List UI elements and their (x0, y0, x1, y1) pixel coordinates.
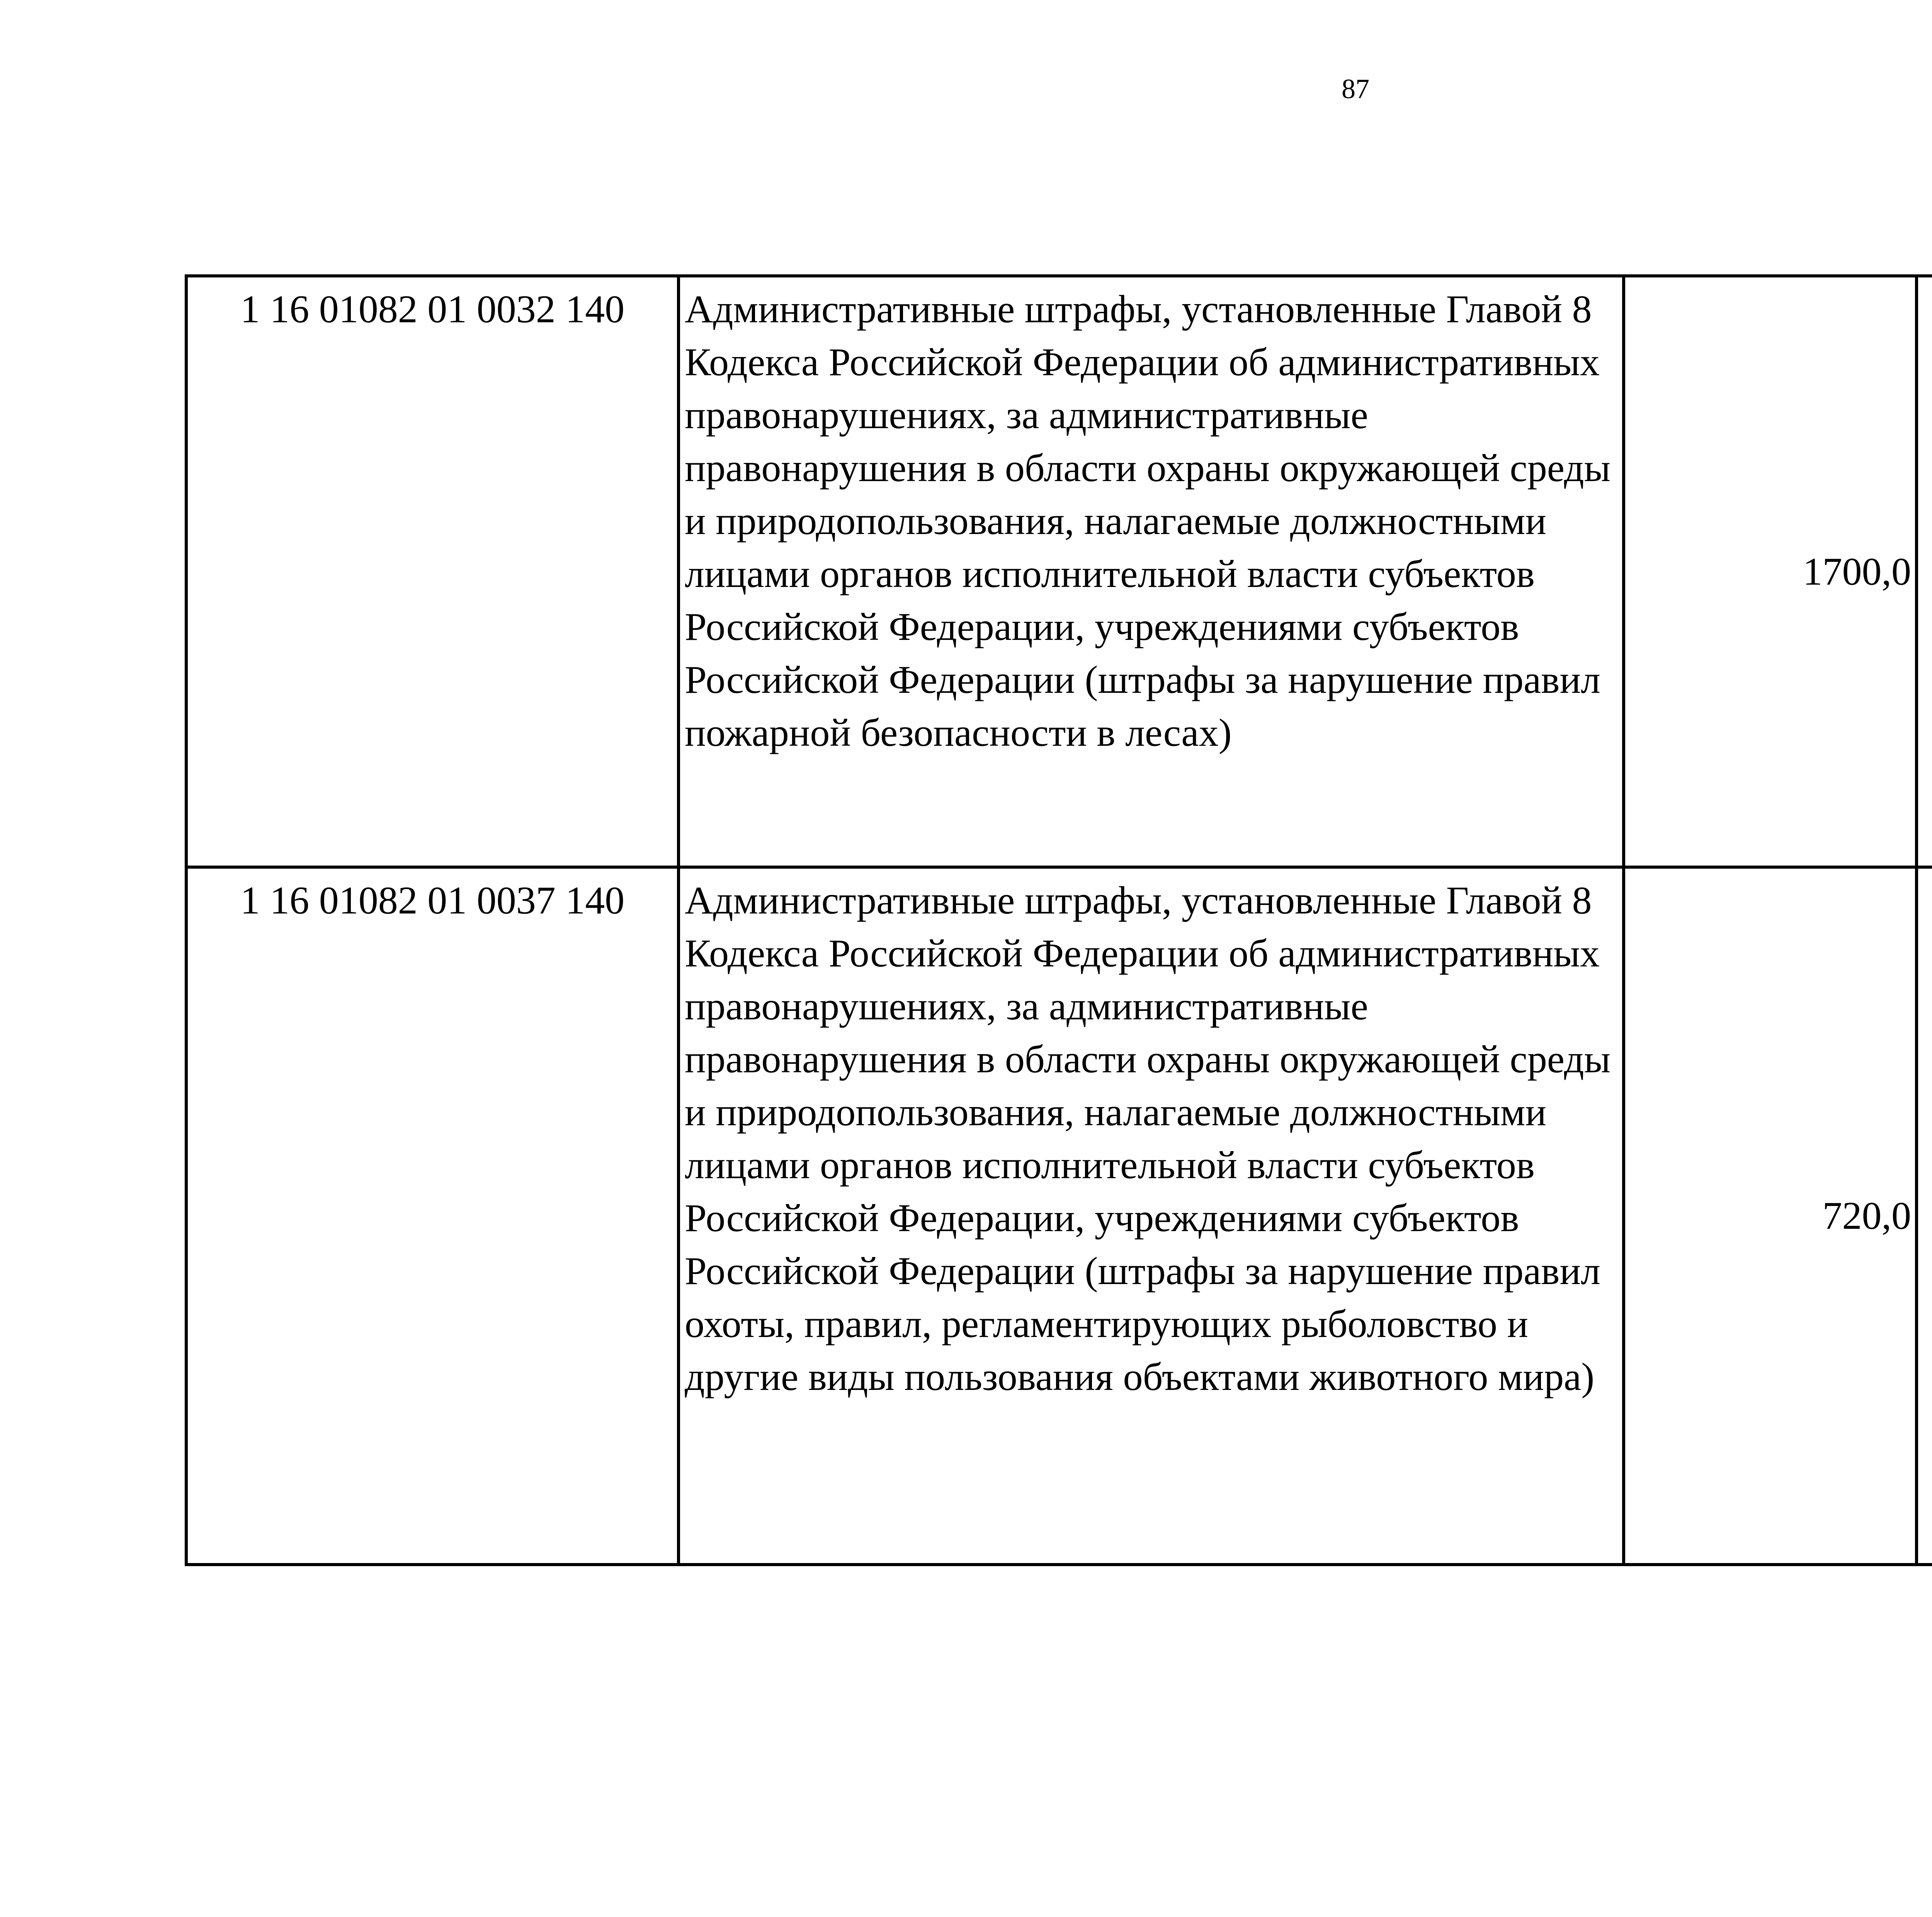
amount-cell: 1700,0 (1624, 276, 1917, 867)
budget-revenue-table (185, 274, 1932, 1566)
table-row (186, 276, 1932, 867)
amount-cell: 720,0 (1624, 867, 1917, 1565)
budget-classification-code: 1 16 01082 01 0032 140 (186, 276, 679, 867)
revenue-description: Административные штрафы, установленные Главой 8 Кодекса Российской Федерации об административных правонарушениях, за административные правонарушения в области охраны окружающей среды и природопользования, налагаемые должностными лицами органов исполнительной власти субъектов Российской Федерации, учреждениями субъектов Российской Федерации (штрафы за нарушение правил пожарной безопасности в лесах) (679, 276, 1624, 867)
amount-cell (1917, 276, 1932, 867)
table-row (186, 867, 1932, 1565)
page-number: 87 (1342, 73, 1369, 104)
budget-classification-code: 1 16 01082 01 0037 140 (186, 867, 679, 1565)
amount-cell (1917, 867, 1932, 1565)
revenue-description: Административные штрафы, установленные Главой 8 Кодекса Российской Федерации об административных правонарушениях, за административные правонарушения в области охраны окружающей среды и природопользования, налагаемые должностными лицами органов исполнительной власти субъектов Российской Федерации, учреждениями субъектов Российской Федерации (штрафы за нарушение правил охоты, правил, регламентирующих рыболовство и другие виды пользования объектами животного мира) (679, 867, 1624, 1565)
